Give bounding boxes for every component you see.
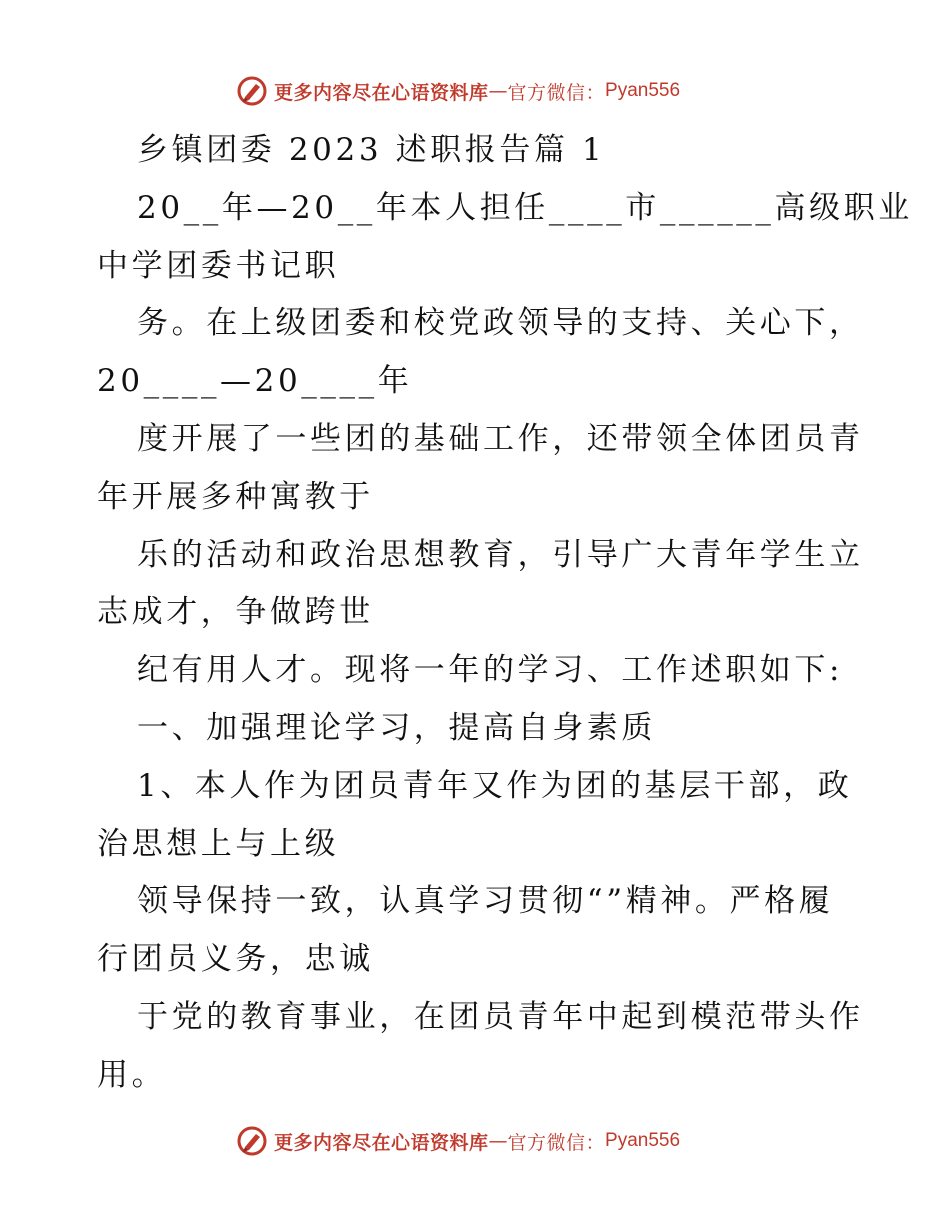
paragraph-line: 1、本人作为团员青年又作为团的基层干部，政 <box>137 767 853 804</box>
footer-banner-main-text: 更多内容尽在心语资料库 <box>274 1131 489 1154</box>
document-body <box>97 122 913 1105</box>
paragraph-line: 纪有用人才。现将一年的学习、工作述职如下: <box>137 652 844 689</box>
header-banner-wechat-id: Pyan556 <box>605 80 681 101</box>
footer-banner <box>236 1124 680 1158</box>
header-banner <box>236 74 680 108</box>
section-heading: 一、加强理论学习，提高自身素质 <box>137 709 656 746</box>
paragraph-line: 用。 <box>97 1056 167 1093</box>
pen-circle-logo-icon <box>236 1125 268 1157</box>
paragraph-line: 于党的教育事业，在团员青年中起到模范带头作 <box>137 998 864 1035</box>
footer-banner-dash: — <box>488 1130 508 1152</box>
paragraph-line: 20____—20____年 <box>97 363 413 400</box>
paragraph-line: 务。在上级团委和校党政领导的支持、关心下， <box>137 305 864 342</box>
paragraph-line: 治思想上与上级 <box>97 825 340 862</box>
paragraph-line: 年开展多种寓教于 <box>97 478 374 515</box>
header-banner-main-text: 更多内容尽在心语资料库 <box>274 81 489 104</box>
document-title: 乡镇团委 2023 述职报告篇 1 <box>137 132 606 168</box>
pen-circle-logo-icon <box>236 75 268 107</box>
paragraph-line: 度开展了一些团的基础工作，还带领全体团员青 <box>137 420 864 457</box>
paragraph-line: 乐的活动和政治思想教育，引导广大青年学生立 <box>137 536 864 573</box>
paragraph-line: 20__年—20__年本人担任____市______高级职业 <box>137 189 913 226</box>
footer-banner-wechat-label: 官方微信： <box>507 1131 606 1154</box>
header-banner-wechat-label: 官方微信： <box>507 81 606 104</box>
paragraph-line: 中学团委书记职 <box>97 247 340 284</box>
header-banner-dash: — <box>488 80 508 102</box>
paragraph-line: 领导保持一致，认真学习贯彻“”精神。严格履 <box>137 883 834 920</box>
footer-banner-wechat-id: Pyan556 <box>605 1130 681 1151</box>
paragraph-line: 行团员义务，忠诚 <box>97 941 374 978</box>
paragraph-line: 志成才，争做跨世 <box>97 594 374 631</box>
